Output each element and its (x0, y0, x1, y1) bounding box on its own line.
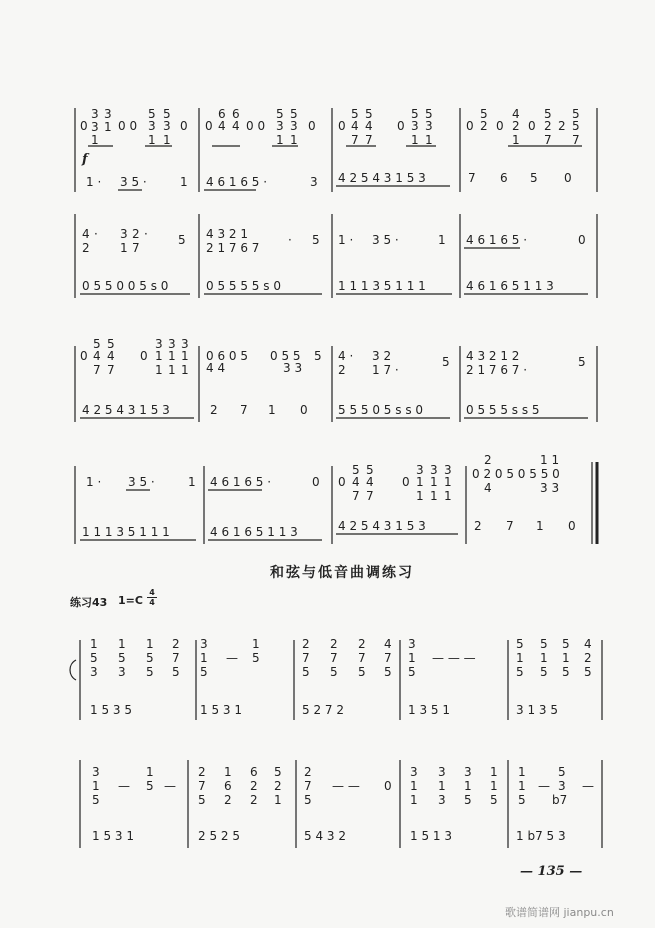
svg-text:4: 4 (107, 349, 115, 363)
svg-text:4: 4 (366, 475, 374, 489)
svg-text:5: 5 (442, 355, 450, 369)
svg-text:5 5 5 0 5 s s 0: 5 5 5 0 5 s s 0 (338, 403, 424, 417)
svg-text:1: 1 (430, 489, 438, 503)
svg-text:5: 5 (516, 665, 524, 679)
system-4 (75, 453, 597, 544)
svg-text:4: 4 (484, 481, 492, 495)
svg-text:1: 1 (444, 489, 452, 503)
svg-text:4 6 1 6 5 ·: 4 6 1 6 5 · (206, 175, 268, 189)
svg-text:1: 1 (92, 779, 100, 793)
time-signature-bottom: 4 (149, 598, 155, 607)
svg-text:3 5 ·: 3 5 · (372, 233, 399, 247)
svg-text:4: 4 (218, 119, 226, 133)
svg-text:3: 3 (91, 107, 99, 121)
svg-text:7: 7 (468, 171, 476, 185)
svg-text:1: 1 (518, 779, 526, 793)
svg-text:7: 7 (107, 363, 115, 377)
svg-text:2 1 7 6 7 ·: 2 1 7 6 7 · (466, 363, 528, 377)
svg-text:1: 1 (536, 519, 544, 533)
svg-text:1: 1 (562, 651, 570, 665)
svg-text:2: 2 (250, 779, 258, 793)
svg-text:3: 3 (155, 337, 163, 351)
svg-text:2 5 2 5: 2 5 2 5 (198, 829, 240, 843)
svg-text:6: 6 (218, 107, 226, 121)
svg-text:1 7 ·: 1 7 · (372, 363, 399, 377)
key-signature: 1=C (118, 594, 143, 607)
svg-text:3: 3 (290, 119, 298, 133)
svg-text:5: 5 (540, 637, 548, 651)
svg-text:1: 1 (411, 133, 419, 147)
svg-text:5: 5 (516, 637, 524, 651)
svg-text:1: 1 (155, 363, 163, 377)
svg-text:5: 5 (351, 107, 359, 121)
svg-text:1: 1 (438, 779, 446, 793)
svg-text:5: 5 (530, 171, 538, 185)
svg-text:7: 7 (544, 133, 552, 147)
svg-text:7: 7 (132, 241, 140, 255)
svg-text:5: 5 (276, 107, 284, 121)
svg-text:7: 7 (352, 489, 360, 503)
svg-text:3 3: 3 3 (540, 481, 560, 495)
svg-text:4 2 5 4 3 1 5 3: 4 2 5 4 3 1 5 3 (82, 403, 170, 417)
svg-text:·: · (94, 227, 98, 241)
svg-text:2: 2 (132, 227, 140, 241)
svg-text:—: — (582, 779, 594, 793)
svg-text:3: 3 (168, 337, 176, 351)
svg-text:4 6 1 6 5 1 1 3: 4 6 1 6 5 1 1 3 (466, 279, 554, 293)
svg-text:5: 5 (366, 463, 374, 477)
svg-text:2: 2 (304, 765, 312, 779)
svg-text:1: 1 (180, 175, 188, 189)
svg-text:1: 1 (181, 363, 189, 377)
svg-text:2: 2 (172, 637, 180, 651)
svg-text:5: 5 (572, 107, 580, 121)
svg-text:1: 1 (438, 233, 446, 247)
svg-text:0: 0 (338, 475, 346, 489)
svg-text:0: 0 (397, 119, 405, 133)
svg-text:2: 2 (224, 793, 232, 807)
svg-text:1: 1 (120, 241, 128, 255)
svg-text:0 0: 0 0 (118, 119, 138, 133)
svg-text:3 3: 3 3 (283, 361, 303, 375)
svg-text:—: — (118, 779, 130, 793)
svg-text:5: 5 (544, 107, 552, 121)
svg-text:7: 7 (304, 779, 312, 793)
svg-text:5: 5 (490, 793, 498, 807)
svg-text:7: 7 (302, 651, 310, 665)
svg-text:4 6 1 6 5 ·: 4 6 1 6 5 · (210, 475, 272, 489)
svg-text:7: 7 (358, 651, 366, 665)
svg-text:4: 4 (365, 119, 373, 133)
svg-text:2 1 7 6 7: 2 1 7 6 7 (206, 241, 260, 255)
svg-text:—: — (164, 779, 176, 793)
svg-text:1: 1 (490, 765, 498, 779)
svg-text:0: 0 (140, 349, 148, 363)
svg-text:3 5 ·: 3 5 · (120, 175, 147, 189)
svg-text:2: 2 (210, 403, 218, 417)
svg-text:0: 0 (80, 349, 88, 363)
svg-text:1 b7 5 3: 1 b7 5 3 (516, 829, 566, 843)
svg-text:5: 5 (93, 337, 101, 351)
svg-text:3: 3 (118, 665, 126, 679)
watermark: 歌谱简谱网 jianpu.cn (505, 906, 614, 919)
svg-text:0 0: 0 0 (246, 119, 266, 133)
svg-text:4 3 2 1: 4 3 2 1 (206, 227, 248, 241)
svg-text:3 5 ·: 3 5 · (128, 475, 155, 489)
svg-text:3: 3 (200, 637, 208, 651)
svg-text:3 1 3 5: 3 1 3 5 (516, 703, 558, 717)
svg-text:3 2: 3 2 (372, 349, 392, 363)
svg-text:3: 3 (91, 120, 99, 134)
svg-text:2: 2 (558, 119, 566, 133)
svg-text:3: 3 (430, 463, 438, 477)
svg-text:4: 4 (232, 119, 240, 133)
svg-text:0 5 5 5 5 s 0: 0 5 5 5 5 s 0 (206, 279, 281, 293)
svg-text:5: 5 (198, 793, 206, 807)
svg-text:—: — (226, 651, 238, 665)
svg-text:1: 1 (410, 779, 418, 793)
svg-text:5: 5 (314, 349, 322, 363)
svg-text:5: 5 (584, 665, 592, 679)
svg-text:0: 0 (312, 475, 320, 489)
svg-text:5: 5 (578, 355, 586, 369)
svg-text:3: 3 (90, 665, 98, 679)
svg-text:1 ·: 1 · (338, 233, 354, 247)
svg-text:5: 5 (562, 665, 570, 679)
svg-text:4 ·: 4 · (338, 349, 354, 363)
svg-text:3: 3 (148, 119, 156, 133)
svg-text:5: 5 (425, 107, 433, 121)
svg-text:4 6 1 6 5 1 1 3: 4 6 1 6 5 1 1 3 (210, 525, 298, 539)
svg-text:3: 3 (408, 637, 416, 651)
svg-text:1: 1 (146, 637, 154, 651)
svg-text:2: 2 (330, 637, 338, 651)
svg-text:7: 7 (365, 133, 373, 147)
svg-text:2: 2 (480, 119, 488, 133)
system-1 (75, 107, 597, 192)
svg-text:3: 3 (425, 119, 433, 133)
svg-text:1: 1 (490, 779, 498, 793)
svg-text:5: 5 (163, 107, 171, 121)
svg-text:0: 0 (402, 475, 410, 489)
svg-text:2: 2 (584, 651, 592, 665)
svg-text:4 3 2 1 2: 4 3 2 1 2 (466, 349, 520, 363)
svg-text:4 2 5 4 3 1 5 3: 4 2 5 4 3 1 5 3 (338, 519, 426, 533)
svg-text:1: 1 (224, 765, 232, 779)
svg-text:4: 4 (351, 119, 359, 133)
svg-text:0: 0 (180, 119, 188, 133)
svg-text:1: 1 (444, 475, 452, 489)
svg-text:1: 1 (274, 793, 282, 807)
svg-text:5: 5 (408, 665, 416, 679)
svg-text:3: 3 (438, 765, 446, 779)
svg-text:2: 2 (302, 637, 310, 651)
svg-text:0: 0 (80, 119, 88, 133)
svg-text:5: 5 (572, 119, 580, 133)
svg-text:·: · (144, 227, 148, 241)
svg-text:1: 1 (91, 133, 99, 147)
svg-text:7: 7 (330, 651, 338, 665)
svg-text:3: 3 (163, 119, 171, 133)
svg-text:5: 5 (464, 793, 472, 807)
svg-text:3: 3 (104, 107, 112, 121)
svg-text:5: 5 (90, 651, 98, 665)
svg-text:7: 7 (240, 403, 248, 417)
svg-text:0: 0 (384, 779, 392, 793)
svg-text:1: 1 (181, 349, 189, 363)
svg-text:1 1 1 3 5 1 1 1: 1 1 1 3 5 1 1 1 (338, 279, 426, 293)
system-2 (75, 214, 597, 298)
svg-text:3: 3 (438, 793, 446, 807)
svg-text:5: 5 (352, 463, 360, 477)
svg-text:5: 5 (146, 651, 154, 665)
svg-text:1: 1 (416, 489, 424, 503)
svg-text:0: 0 (564, 171, 572, 185)
svg-text:4 2 5 4 3 1 5 3: 4 2 5 4 3 1 5 3 (338, 171, 426, 185)
svg-text:2: 2 (544, 119, 552, 133)
svg-text:5: 5 (274, 765, 282, 779)
svg-text:5: 5 (540, 665, 548, 679)
svg-text:1 1 1 3 5 1 1 1: 1 1 1 3 5 1 1 1 (82, 525, 170, 539)
svg-text:4 6 1 6 5 ·: 4 6 1 6 5 · (466, 233, 528, 247)
system-3 (75, 337, 597, 422)
svg-text:7: 7 (198, 779, 206, 793)
svg-text:2: 2 (338, 363, 346, 377)
svg-text:2: 2 (484, 453, 492, 467)
svg-text:6: 6 (232, 107, 240, 121)
svg-text:5: 5 (304, 793, 312, 807)
svg-text:7: 7 (366, 489, 374, 503)
svg-text:1: 1 (118, 637, 126, 651)
svg-text:1 3 5 1: 1 3 5 1 (408, 703, 450, 717)
svg-text:1: 1 (188, 475, 196, 489)
svg-text:1: 1 (146, 765, 154, 779)
svg-text:4: 4 (93, 349, 101, 363)
svg-text:1: 1 (155, 349, 163, 363)
svg-text:2: 2 (82, 241, 90, 255)
svg-text:1 1: 1 1 (540, 453, 560, 467)
svg-text:5 2 7 2: 5 2 7 2 (302, 703, 344, 717)
svg-text:1: 1 (168, 363, 176, 377)
svg-text:— — —: — — — (432, 651, 476, 665)
svg-text:2: 2 (274, 779, 282, 793)
svg-text:1 ·: 1 · (86, 175, 102, 189)
svg-text:1: 1 (163, 133, 171, 147)
svg-text:1: 1 (416, 475, 424, 489)
svg-text:5: 5 (384, 665, 392, 679)
svg-text:— —: — — (332, 779, 360, 793)
svg-text:0: 0 (496, 119, 504, 133)
svg-text:b7: b7 (552, 793, 568, 807)
time-signature-top: 4 (149, 588, 155, 597)
svg-text:3: 3 (444, 463, 452, 477)
svg-text:3: 3 (120, 227, 128, 241)
svg-text:0 2 0 5 0 5 5 0: 0 2 0 5 0 5 5 0 (472, 467, 560, 481)
svg-text:4: 4 (352, 475, 360, 489)
exercise-label: 练习43 (70, 596, 108, 609)
svg-text:5: 5 (558, 765, 566, 779)
svg-text:5: 5 (358, 665, 366, 679)
svg-text:1 5 3 1: 1 5 3 1 (92, 829, 134, 843)
svg-text:1: 1 (90, 637, 98, 651)
svg-text:6: 6 (224, 779, 232, 793)
svg-text:4: 4 (384, 637, 392, 651)
svg-text:5: 5 (480, 107, 488, 121)
svg-text:1: 1 (516, 651, 524, 665)
svg-text:1: 1 (252, 637, 260, 651)
svg-text:5: 5 (290, 107, 298, 121)
svg-text:2: 2 (198, 765, 206, 779)
svg-text:3: 3 (410, 765, 418, 779)
svg-text:1 ·: 1 · (86, 475, 102, 489)
svg-text:0: 0 (300, 403, 308, 417)
svg-text:5: 5 (365, 107, 373, 121)
svg-text:3: 3 (92, 765, 100, 779)
svg-text:0: 0 (528, 119, 536, 133)
svg-text:5: 5 (562, 637, 570, 651)
svg-text:5: 5 (411, 107, 419, 121)
svg-text:5: 5 (118, 651, 126, 665)
svg-text:1: 1 (268, 403, 276, 417)
page-number: — 135 — (520, 864, 583, 879)
svg-text:4: 4 (584, 637, 592, 651)
svg-text:7: 7 (351, 133, 359, 147)
system-6 (80, 760, 602, 848)
svg-text:5: 5 (148, 107, 156, 121)
svg-text:1: 1 (168, 349, 176, 363)
svg-text:5: 5 (146, 779, 154, 793)
svg-text:—: — (538, 779, 550, 793)
svg-text:5: 5 (146, 665, 154, 679)
svg-text:5: 5 (92, 793, 100, 807)
svg-text:7: 7 (384, 651, 392, 665)
svg-text:4: 4 (82, 227, 90, 241)
svg-text:6: 6 (250, 765, 258, 779)
svg-text:1: 1 (148, 133, 156, 147)
svg-text:5: 5 (518, 793, 526, 807)
svg-text:5: 5 (302, 665, 310, 679)
svg-text:1: 1 (410, 793, 418, 807)
svg-text:3: 3 (464, 765, 472, 779)
svg-text:0 5 5 0 0 5 s 0: 0 5 5 0 0 5 s 0 (82, 279, 169, 293)
svg-text:3: 3 (276, 119, 284, 133)
svg-text:0: 0 (205, 119, 213, 133)
svg-text:0: 0 (338, 119, 346, 133)
svg-text:1: 1 (512, 133, 520, 147)
svg-text:1: 1 (104, 120, 112, 134)
svg-text:6: 6 (500, 171, 508, 185)
svg-text:1: 1 (276, 133, 284, 147)
svg-text:2: 2 (250, 793, 258, 807)
svg-text:0: 0 (578, 233, 586, 247)
svg-text:5 4 3 2: 5 4 3 2 (304, 829, 346, 843)
svg-text:0 5 5 5 s s 5: 0 5 5 5 s s 5 (466, 403, 540, 417)
svg-text:1 5 3 1: 1 5 3 1 (200, 703, 242, 717)
svg-text:1: 1 (408, 651, 416, 665)
svg-text:5: 5 (252, 651, 260, 665)
svg-text:1: 1 (540, 651, 548, 665)
svg-text:1: 1 (200, 651, 208, 665)
svg-text:7: 7 (506, 519, 514, 533)
svg-text:2: 2 (358, 637, 366, 651)
svg-text:5: 5 (172, 665, 180, 679)
svg-text:0 6 0 5: 0 6 0 5 (206, 349, 248, 363)
svg-text:7: 7 (93, 363, 101, 377)
system-5 (70, 637, 602, 720)
svg-text:0: 0 (308, 119, 316, 133)
svg-text:2: 2 (512, 119, 520, 133)
svg-text:5: 5 (312, 233, 320, 247)
svg-text:·: · (288, 233, 292, 247)
svg-text:1 5 1 3: 1 5 1 3 (410, 829, 452, 843)
svg-text:0 5 5: 0 5 5 (270, 349, 301, 363)
svg-text:4 4: 4 4 (206, 361, 226, 375)
svg-text:2: 2 (474, 519, 482, 533)
svg-text:5: 5 (178, 233, 186, 247)
svg-text:3: 3 (181, 337, 189, 351)
svg-text:3: 3 (411, 119, 419, 133)
svg-text:0: 0 (568, 519, 576, 533)
svg-text:1: 1 (518, 765, 526, 779)
dynamic-forte: f (82, 152, 88, 167)
svg-text:4: 4 (512, 107, 520, 121)
svg-text:3: 3 (416, 463, 424, 477)
svg-text:0: 0 (466, 119, 474, 133)
svg-text:1: 1 (425, 133, 433, 147)
svg-text:3: 3 (310, 175, 318, 189)
svg-text:5: 5 (200, 665, 208, 679)
svg-text:1 5 3 5: 1 5 3 5 (90, 703, 132, 717)
svg-text:5: 5 (330, 665, 338, 679)
svg-text:1: 1 (290, 133, 298, 147)
svg-text:1: 1 (464, 779, 472, 793)
svg-text:7: 7 (172, 651, 180, 665)
section-title: 和弦与低音曲调练习 (270, 565, 414, 581)
svg-text:7: 7 (572, 133, 580, 147)
svg-text:1: 1 (430, 475, 438, 489)
svg-text:3: 3 (558, 779, 566, 793)
svg-text:5: 5 (107, 337, 115, 351)
